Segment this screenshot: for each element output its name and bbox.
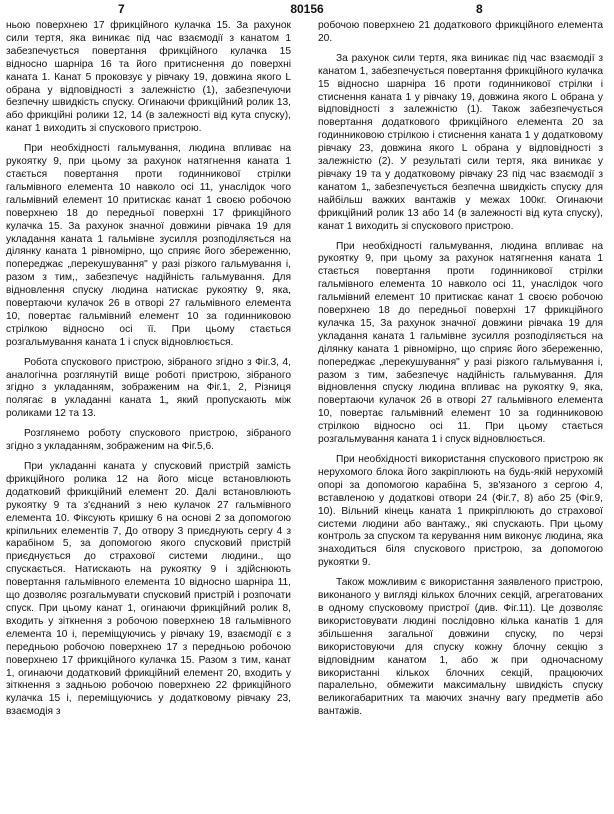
paragraph: Також можливим є використання заявленого пристрою, виконаного у вигляді кількох блочних секцій, агрегатованих в одному спусковому пристрої (див. Фіг.11). Це дозволяє використовувати людині послідовно кілька канатів 1 для збільшення загальної довжини спуску, по черзі використовуючи для спуску кожну блочну секцію з відповідним канатом 1, або ж при одночасному використанні кількох блочних секцій, працюючих паралельно, обмежити максимальну швидкість спуску великогабаритних та маючих значну вагу предметів або вантажів. (318, 577, 603, 718)
page-number-left: 7 (118, 2, 125, 16)
patent-number: 80156 (290, 2, 324, 16)
paragraph: Робота спускового пристрою, зібраного згідно з Фіг.3, 4, аналогічна розглянутій вище роботі пристрою, зібраного згідно з укладанням, зображеним на Фіг.1, 2, Різниця полягає в укладанні каната 1„ який пропускають між роликами 12 та 13. (6, 356, 291, 420)
paragraph: При необхідності гальмування, людина впливає на рукоятку 9, при цьому за рахунок натягнення каната 1 стається повертання проти годинникової стрілки гальмівного елемента 10 навколо осі 11, унаслідок чого гальмівний елемент 10 притискає канат 1 своєю робочою поверхнею 18 до передньої поверхні 17 фрикційного кулачка 15, За рахунок значної довжини рівчака 19 для укладання каната 1 гальмівне зусилля розподіляється на ділянку каната 1 рівномірно, що сприяє його збереженню, попереджає „перекушування" у разі різкого гальмування і, разом з тим, забезпечує надійність гальмування. Для відновлення спуску людина впливає на рукоятку 9, яка, повертаючи кулачок 26 в отворі 27 гальмівного елемента 10, повертає гальмівний елемент 10 за годинниковою стрілкою відносно осі 11. При цьому стається розгальмування каната 1 і спуск відновлюється. (318, 240, 603, 446)
paragraph: При необхідності гальмування, людина впливає на рукоятку 9, при цьому за рахунок натягнення каната 1 стається повертання проти годинникової стрілки гальмівного елемента 10 навколо осі 11, унаслідок чого гальмівний елемент 10 притискає канат 1 своєю робочою поверхнею 18 до передньої поверхні 17 фрикційного кулачка 15. За рахунок значної довжини рівчака 19 для укладання каната 1 гальмівне зусилля розподіляється на ділянку каната 1 рівномірно, що сприяє його збереженню, попереджає „перекушування" у разі різкого гальмування і, разом з тим,, забезпечує надійність гальмування. Для відновлення спуску людина натискає рукоятку 9, яка, повертаючи кулачок 26 в отворі 27 гальмівного елемента 10, повертає гальмівний елемент 10 за годинниковою стрілкою відносно осі її. При цьому стається розгальмування каната 1 і спуск відновлюється. (6, 143, 291, 348)
paragraph: ньою поверхнею 17 фрикційного кулачка 15. За рахунок сили тертя, яка виникає під час взаємодії з канатом 1 забезпечується повертання фрикційного кулачка 15 відносно шарніра 16 та його притиснення до поверхні каната 1. Канат 5 проковзує у рівчаку 19, довжина якого L обрана у відповідності з залежністю (1), забезпечуючи безпечну швидкість спуску. Огинаючи фрикційний ролик 13, або фрикційні ролики 12, 14 (в залежності від кута спуску), канат 1 виходить зі спускового пристрою. (6, 20, 291, 135)
paragraph: Розглянемо роботу спускового пристрою, зібраного згідно з укладанням, зображеним на Фіг.5,6. (6, 428, 291, 453)
paragraph: При необхідності використання спускового пристрою як нерухомого блока його закріплюють на будь-якій нерухомій опорі за допомогою карабіна 5, зв'язаного з сергою 4, вставленою у додаткові отвори 24 (Фіг.7, 8) або 25 (Фіг.9, 10). Вільний кінець каната 1 прикріплюють до страхової системи людини або вантажу., які спускають. При цьому контроль за спуском та керування ним виконує людина, яка знаходиться біля спускового пристрою, за допомогою рукоятки 9. (318, 454, 603, 569)
left-text-column (6, 20, 291, 812)
paragraph: За рахунок сили тертя, яка виникає під час взаємодії з канатом 1, забезпечується повертання фрикційного кулачка 15 відносно шарніра 16 проти годинникової стрілки і стиснення каната 1 у рівчаку 19, довжина якого L обрана у відповідності з залежністю (1). Також забезпечується повертання додаткового фрикційного елемента 20 за годинниковою стрілкою і стиснення каната 1 у додатковому рівчаку 23, довжина якого L обрана у відповідності з залежністю (2). У результаті сили тертя, яка виникає у рівчаку 19 та у додатковому рівчаку 23 під час взаємодії з канатом 1„ забезпечується безпечна швидкість спуску для найбільш важких вантажів у межах 100кг. Огинаючи фрикційний ролик 13 або 14 (в залежності від кута спуску), канат 1 виходить зі спускового пристрою. (318, 52, 603, 232)
page-number-right: 8 (476, 2, 483, 16)
paragraph: При укладанні каната у спусковий пристрій замість фрикційного ролика 12 на його місце встановлюють додатковий фрикційний елемент 20. Далі встановлюють рукоятку 9 та з'єднаний з нею кулачок 27 гальмівного елемента 10. Фіксують кришку 6 на основі 2 за допомогою кріпильних елементів 7, До отвору 3 приєднують сергу 4 з карабіном 5, за допомогою якого спусковий пристрій приєднується до страхової системи людини., що спускається. Натискають на рукоятку 9 і здійснюють повертання гальмівного елемента 10 відносно шарніра 11, що дозволяє розгальмувати спусковий пристрій і розпочати спуск. При цьому канат 1, огинаючи фрикційний ролик 8, входить у зіткнення з робочою поверхнею 18 гальмівного елемента 10 і, переміщуючись у рівчаку 19, взаємодії є з передньою робочою поверхнею 17 з передньою робочою поверхнею 17 фрикційного кулачка 15. Разом з тим, канат 1, огинаючи додатковий фрикційний елемент 20, входить у зіткнення з задньою робочою поверхнею 22 фрикційного кулачка 15 і, переміщуючись у додатковому рівчаку 23, взаємодія з (6, 461, 291, 718)
paragraph: робочою поверхнею 21 додаткового фрикційного елемента 20. (318, 20, 603, 44)
right-text-column (318, 20, 603, 812)
